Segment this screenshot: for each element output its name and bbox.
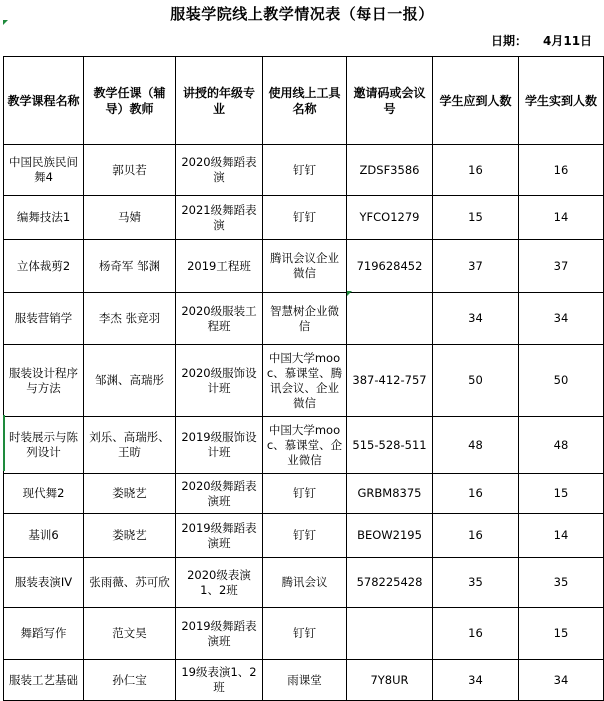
invite-code-cell[interactable]: YFCO1279 xyxy=(347,196,433,240)
expected-count-cell[interactable]: 16 xyxy=(433,145,519,196)
teacher-cell[interactable]: 范文昊 xyxy=(84,608,176,660)
invite-code-cell[interactable]: GRBM8375 xyxy=(347,474,433,514)
teacher-cell[interactable]: 娄晓艺 xyxy=(84,474,176,514)
invite-code-cell[interactable]: 719628452 xyxy=(347,240,433,293)
teacher-cell[interactable]: 李杰 张竞羽 xyxy=(84,293,176,345)
table-row xyxy=(4,608,604,660)
teacher-cell[interactable]: 郭贝若 xyxy=(84,145,176,196)
actual-count-cell[interactable]: 37 xyxy=(519,240,604,293)
grade-cell[interactable]: 2019工程班 xyxy=(176,240,263,293)
tool-cell[interactable]: 腾讯会议企业微信 xyxy=(263,240,347,293)
tool-cell[interactable]: 雨课堂 xyxy=(263,660,347,701)
grade-cell[interactable]: 2021级舞蹈表演 xyxy=(176,196,263,240)
course-cell[interactable]: 时装展示与陈列设计 xyxy=(4,417,84,474)
actual-count-cell[interactable]: 48 xyxy=(519,417,604,474)
grade-cell[interactable]: 2019级服饰设计班 xyxy=(176,417,263,474)
teacher-cell[interactable]: 邹渊、高瑞彤 xyxy=(84,345,176,417)
invite-code-cell[interactable] xyxy=(347,293,433,345)
expected-count-cell[interactable]: 15 xyxy=(433,196,519,240)
expected-count-cell[interactable]: 35 xyxy=(433,558,519,608)
course-cell[interactable]: 服装设计程序与方法 xyxy=(4,345,84,417)
course-cell[interactable]: 舞蹈写作 xyxy=(4,608,84,660)
table-row xyxy=(4,417,604,474)
invite-code-cell[interactable]: 7Y8UR xyxy=(347,660,433,701)
invite-code-cell[interactable] xyxy=(347,608,433,660)
date-label: 日期： xyxy=(491,34,528,48)
header-row xyxy=(4,57,604,145)
date-value: 4月11日 xyxy=(543,34,593,48)
actual-count-cell[interactable]: 14 xyxy=(519,196,604,240)
tool-cell[interactable]: 智慧树企业微信 xyxy=(263,293,347,345)
tool-cell[interactable]: 腾讯会议 xyxy=(263,558,347,608)
expected-count-cell[interactable]: 34 xyxy=(433,660,519,701)
grade-cell[interactable]: 2020级表演1、2班 xyxy=(176,558,263,608)
grade-cell[interactable]: 2020级舞蹈表演 xyxy=(176,145,263,196)
grade-cell[interactable]: 19级表演1、2班 xyxy=(176,660,263,701)
actual-count-cell[interactable]: 15 xyxy=(519,608,604,660)
table-row xyxy=(4,293,604,345)
expected-count-cell[interactable]: 16 xyxy=(433,474,519,514)
course-cell[interactable]: 中国民族民间舞4 xyxy=(4,145,84,196)
teacher-cell[interactable]: 孙仁宝 xyxy=(84,660,176,701)
actual-count-cell[interactable]: 15 xyxy=(519,474,604,514)
table-row xyxy=(4,145,604,196)
header-course[interactable]: 教学课程名称 xyxy=(4,57,84,145)
actual-count-cell[interactable]: 34 xyxy=(519,293,604,345)
header-teacher[interactable]: 教学任课（辅导）教师 xyxy=(84,57,176,145)
tool-cell[interactable]: 钉钉 xyxy=(263,196,347,240)
expected-count-cell[interactable]: 16 xyxy=(433,514,519,558)
tool-cell[interactable]: 钉钉 xyxy=(263,608,347,660)
expected-count-cell[interactable]: 48 xyxy=(433,417,519,474)
cell-marker xyxy=(3,20,8,25)
grade-cell[interactable]: 2020级服装工程班 xyxy=(176,293,263,345)
course-cell[interactable]: 服装工艺基础 xyxy=(4,660,84,701)
actual-count-cell[interactable]: 34 xyxy=(519,660,604,701)
table-row xyxy=(4,240,604,293)
grade-cell[interactable]: 2020级服饰设计班 xyxy=(176,345,263,417)
teacher-cell[interactable]: 杨奇军 邹渊 xyxy=(84,240,176,293)
expected-count-cell[interactable]: 37 xyxy=(433,240,519,293)
table-row xyxy=(4,514,604,558)
invite-code-cell[interactable]: 387-412-757 xyxy=(347,345,433,417)
invite-code-cell[interactable]: 515-528-511 xyxy=(347,417,433,474)
grade-cell[interactable]: 2019级舞蹈表演班 xyxy=(176,608,263,660)
date-line xyxy=(0,28,604,56)
actual-count-cell[interactable]: 14 xyxy=(519,514,604,558)
course-cell[interactable]: 基训6 xyxy=(4,514,84,558)
course-cell[interactable]: 服装表演IV xyxy=(4,558,84,608)
header-grade-major[interactable]: 讲授的年级专业 xyxy=(176,57,263,145)
teaching-table xyxy=(3,56,604,701)
teacher-cell[interactable]: 张雨薇、苏可欣 xyxy=(84,558,176,608)
grade-cell[interactable]: 2020级舞蹈表演班 xyxy=(176,474,263,514)
invite-code-cell[interactable]: ZDSF3586 xyxy=(347,145,433,196)
course-cell[interactable]: 服装营销学 xyxy=(4,293,84,345)
expected-count-cell[interactable]: 16 xyxy=(433,608,519,660)
table-row xyxy=(4,196,604,240)
table-row xyxy=(4,345,604,417)
tool-cell[interactable]: 钉钉 xyxy=(263,474,347,514)
grade-cell[interactable]: 2019级舞蹈表演班 xyxy=(176,514,263,558)
selection-edge xyxy=(3,415,5,471)
tool-cell[interactable]: 中国大学mooc、慕课堂、企业微信 xyxy=(263,417,347,474)
header-actual-count[interactable]: 学生实到人数 xyxy=(519,57,604,145)
header-invite-code[interactable]: 邀请码或会议号 xyxy=(347,57,433,145)
table-row xyxy=(4,558,604,608)
expected-count-cell[interactable]: 50 xyxy=(433,345,519,417)
invite-code-cell[interactable]: 578225428 xyxy=(347,558,433,608)
tool-cell[interactable]: 钉钉 xyxy=(263,145,347,196)
actual-count-cell[interactable]: 50 xyxy=(519,345,604,417)
header-expected-count[interactable]: 学生应到人数 xyxy=(433,57,519,145)
expected-count-cell[interactable]: 34 xyxy=(433,293,519,345)
course-cell[interactable]: 现代舞2 xyxy=(4,474,84,514)
table-row xyxy=(4,474,604,514)
actual-count-cell[interactable]: 16 xyxy=(519,145,604,196)
teacher-cell[interactable]: 马婧 xyxy=(84,196,176,240)
table-row xyxy=(4,660,604,701)
header-online-tool[interactable]: 使用线上工具名称 xyxy=(263,57,347,145)
teacher-cell[interactable]: 娄晓艺 xyxy=(84,514,176,558)
actual-count-cell[interactable]: 35 xyxy=(519,558,604,608)
tool-cell[interactable]: 钉钉 xyxy=(263,514,347,558)
invite-code-cell[interactable]: BEOW2195 xyxy=(347,514,433,558)
course-cell[interactable]: 立体裁剪2 xyxy=(4,240,84,293)
tool-cell[interactable]: 中国大学mooc、慕课堂、腾讯会议、企业微信 xyxy=(263,345,347,417)
sheet-title: 服装学院线上教学情况表（每日一报） xyxy=(170,5,434,23)
course-cell[interactable]: 编舞技法1 xyxy=(4,196,84,240)
cell-marker xyxy=(347,291,352,296)
teacher-cell[interactable]: 刘乐、高瑞彤、王昉 xyxy=(84,417,176,474)
